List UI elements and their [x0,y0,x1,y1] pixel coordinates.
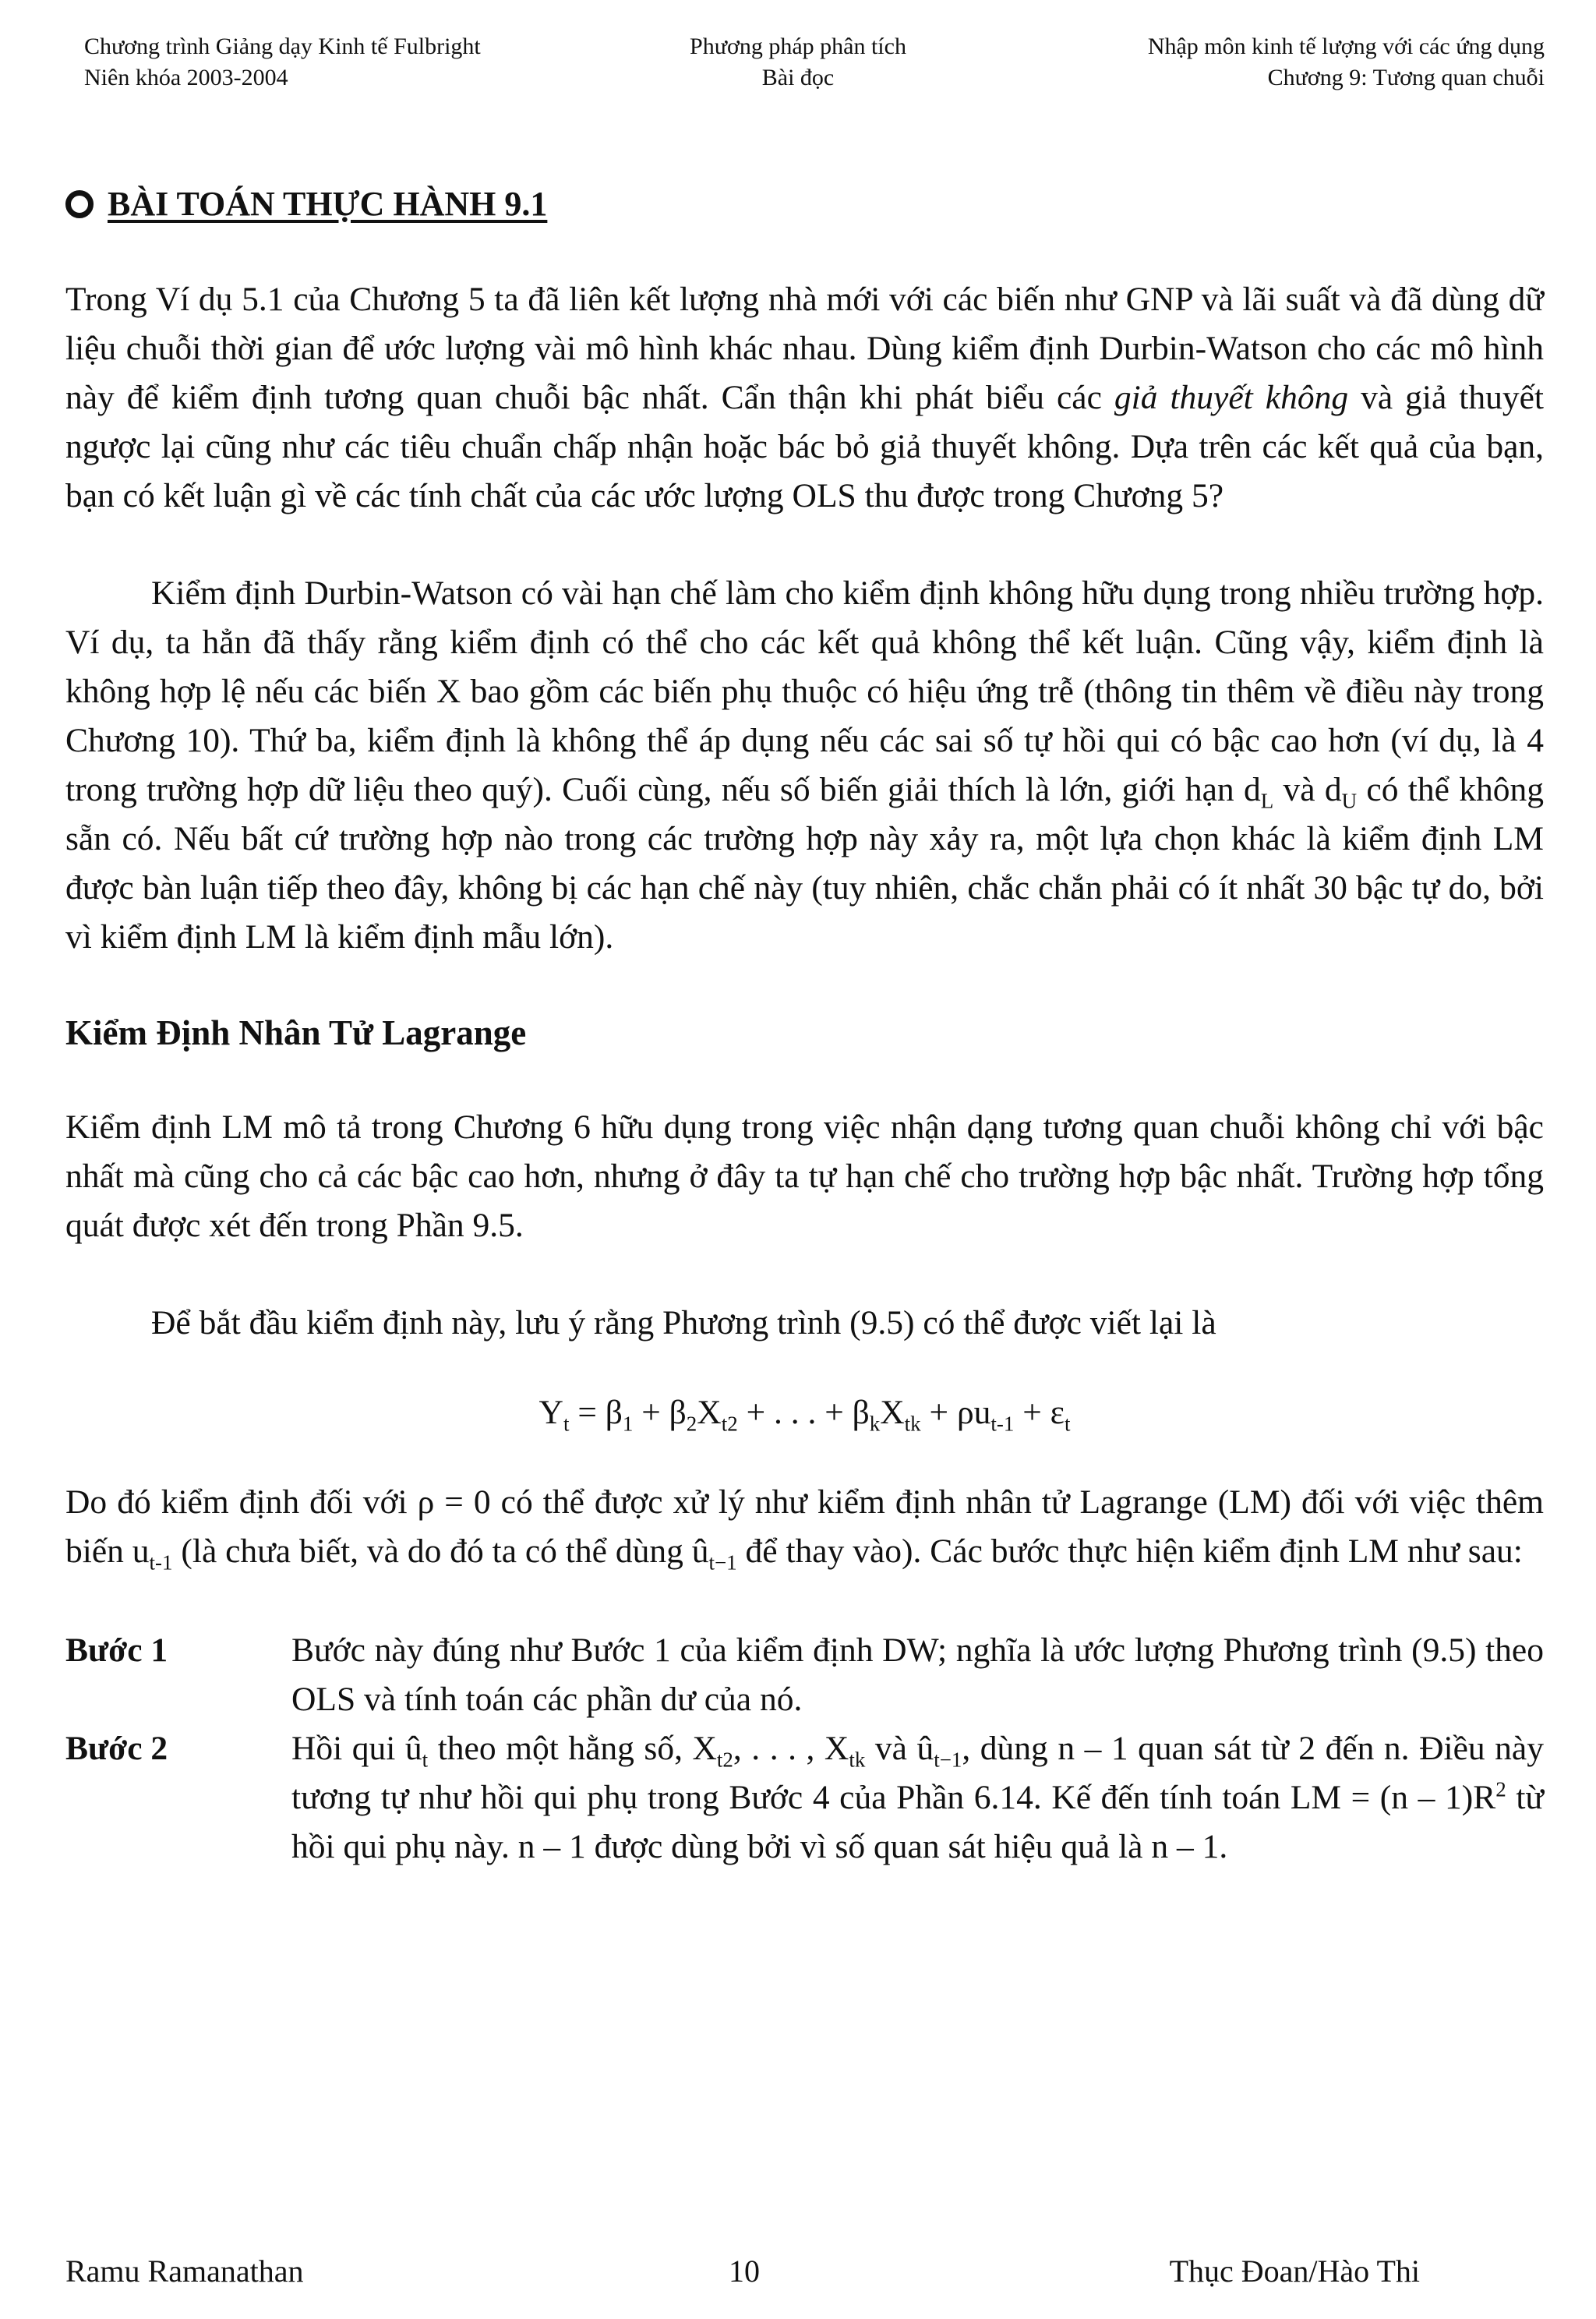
text-run: và giả thuyết ngược lại cũng như các tiêu chuẩn chấp nhận hoặc bác bỏ giả thuyết không. Dựa trên các kết quả của bạn, bạn có kết luận gì về các tính chất của các ước lượng OLS thu được trong Chương 5? [65,379,1544,514]
text-run: có thể không sẵn có. Nếu bất cứ trường hợp nào trong các trường hợp này xảy ra, một lựa chọn khác là kiểm định LM được bàn luận tiếp theo đây, không bị các hạn chế này (tuy nhiên, chắc chắn phải có ít nhất 30 bậc tự do, bởi vì kiểm định LM là kiểm định mẫu lớn). [65,771,1544,956]
page-header [0,31,1596,94]
header-chapter: Chương 9: Tương quan chuỗi [1267,65,1545,90]
header-year: Niên khóa 2003-2004 [84,65,288,90]
step-text: Hồi qui $û_t$ theo một hằng số, $X_{t2}$, . . . , $X_{tk}$ và $û_{t-1}$, dùng n – 1 quan sát từ 2 đến n. Điều này tương tự như hồi qui phụ trong Bước 4 của Phần 6.14. Kế đến tính toán LM = $(n - 1)R^2$ từ hồi qui phụ này. n – 1 được dùng bởi vì số quan sát hiệu quả là n – 1. [291,1724,1544,1872]
page-number: 10 [729,2254,760,2289]
paragraph-lm-intro: Kiểm định LM mô tả trong Chương 6 hữu dụng trong việc nhận dạng tương quan chuỗi không chỉ với bậc nhất mà cũng cho cả các bậc cao hơn, nhưng ở đây ta tự hạn chế cho trường hợp bậc nhất. Trường hợp tổng quát được xét đến trong Phần 9.5. [65,1108,1544,1244]
u-hat-symbol: û [691,1532,709,1570]
header-right [1148,31,1545,94]
subscript: L [1260,789,1274,813]
header-course: Phương pháp phân tích [690,34,906,59]
page-content [65,179,1544,1872]
step-item [65,1724,1544,1872]
text-run: và d [1273,771,1342,808]
header-program: Chương trình Giảng dạy Kinh tế Fulbright [84,34,481,59]
circle-bullet-icon [65,190,94,218]
u-hat-symbol: û [404,1730,422,1767]
section-title [65,179,1544,228]
paragraph-lm-test: Do đó kiểm định đối với ρ = 0 có thể được xử lý như kiểm định nhân tử Lagrange (LM) đối với việc thêm biến $u_{t-1}$ (là chưa biết, và do đó ta có thể dùng $û_{t-1}$ để thay vào). Các bước thực hiện kiểm định LM như sau: [65,1478,1544,1576]
section-title-text: BÀI TOÁN THỰC HÀNH 9.1 [108,185,548,223]
paragraph-exercise [65,275,1544,521]
step-label: Bước 1 [65,1631,168,1669]
step-label: Bước 2 [65,1730,168,1767]
header-doc-type: Bài đọc [761,65,835,90]
header-book-title: Nhập môn kinh tế lượng với các ứng dụng [1147,34,1545,59]
subscript: U [1341,789,1358,813]
footer-translators: Thục Đoan/Hào Thi [1169,2254,1420,2289]
step-item [65,1626,1544,1724]
steps-list [65,1626,1544,1872]
italic-term: giả thuyết không [1114,379,1349,416]
subsection-title: Kiểm Định Nhân Tử Lagrange [65,1013,527,1052]
equation: $Y_t = \beta_1 + \beta_2X_{t2}$ + . . . + $\beta_kX_{tk} + \rho u_{t-1} + \varepsilon_t$ [538,1394,1071,1436]
u-hat-symbol: û [916,1730,934,1767]
text-run: Trong Ví dụ 5.1 của Chương 5 ta đã liên kết lượng nhà mới với các biến như GNP và lãi suất và đã dùng dữ liệu chuỗi thời gian để ước lượng vài mô hình khác nhau. Dùng kiểm định Durbin-Watson cho các mô hình này để kiểm định tương quan chuỗi bậc nhất. Cẩn thận khi phát biểu các [65,281,1544,416]
step-text: Bước này đúng như Bước 1 của kiểm định DW; nghĩa là ước lượng Phương trình (9.5) theo OLS và tính toán các phần dư của nó. [291,1631,1544,1718]
footer-author: Ramu Ramanathan [65,2254,304,2289]
text-run: Kiểm định Durbin-Watson có vài hạn chế làm cho kiểm định không hữu dụng trong nhiều trường hợp. Ví dụ, ta hẳn đã thấy rằng kiểm định có thể cho các kết quả không thể kết luận. Cũng vậy, kiểm định là không hợp lệ nếu các biến X bao gồm các biến phụ thuộc có hiệu ứng trễ (thông tin thêm về điều này trong Chương 10). Thứ ba, kiểm định là không thể áp dụng nếu các sai số tự hồi qui có bậc cao hơn (ví dụ, là 4 trong trường hợp dữ liệu theo quý). Cuối cùng, nếu số biến giải thích là lớn, giới hạn d [65,574,1544,808]
paragraph-dw-limitations [65,569,1544,962]
paragraph-equation-lead: Để bắt đầu kiểm định này, lưu ý rằng Phương trình (9.5) có thể được viết lại là [151,1304,1216,1342]
